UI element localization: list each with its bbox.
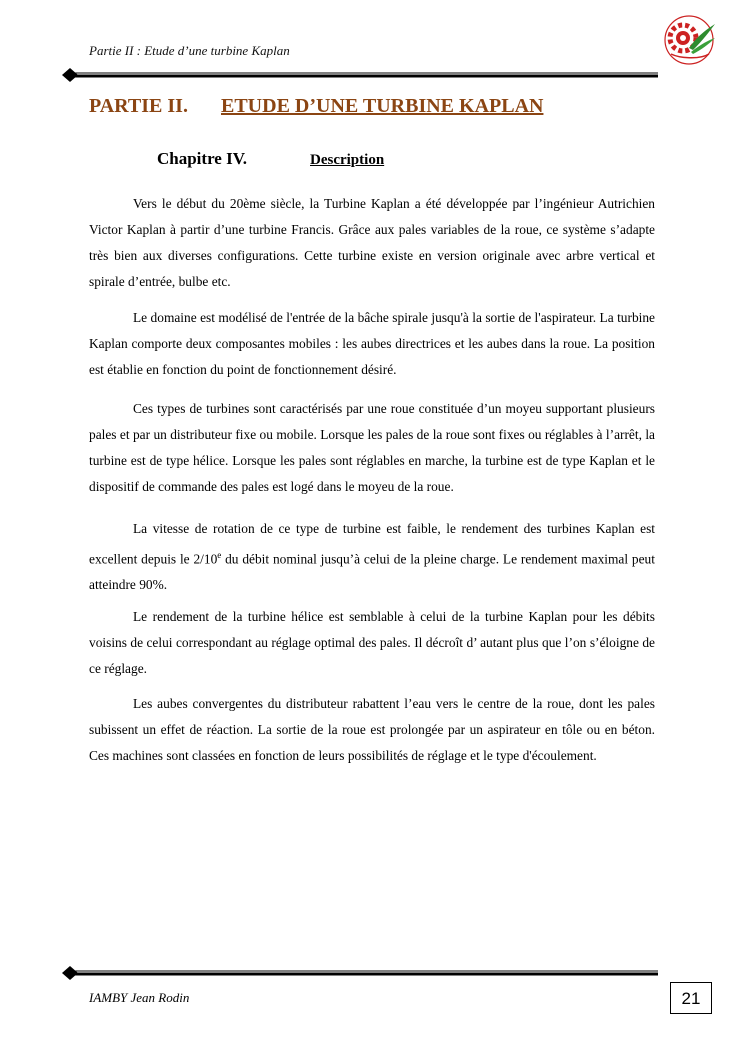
running-header: Partie II : Etude d’une turbine Kaplan xyxy=(89,43,290,58)
part-heading xyxy=(89,95,543,118)
paragraph xyxy=(89,516,655,598)
footer-author: IAMBY Jean Rodin xyxy=(89,990,190,1005)
chapter-number: Chapitre IV. xyxy=(157,149,248,168)
part-title: ETUDE D’UNE TURBINE KAPLAN xyxy=(221,95,544,117)
paragraph: Le rendement de la turbine hélice est semblable à celui de la turbine Kaplan pour les débits voisins de celui correspondant au réglage optimal des pales. Il décroît d’ autant plus que l’on s’éloigne de ce réglage. xyxy=(89,609,655,677)
paragraph: Les aubes convergentes du distributeur rabattent l’eau vers le centre de la roue, dont les pales subissent un effet de réaction. La sortie de la roue est prolongée par un aspirateur en tôle ou en béton. Ces machines sont classées en fonction de leurs possibilités de réglage et le type d'écoulement. xyxy=(89,696,655,764)
university-logo-icon xyxy=(659,14,719,66)
part-number: PARTIE II. xyxy=(89,95,188,117)
page-number: 21 xyxy=(670,982,712,1014)
footer-rule xyxy=(62,965,658,981)
header-rule xyxy=(62,67,658,83)
paragraph: Le domaine est modélisé de l'entrée de la bâche spirale jusqu'à la sortie de l'aspirateur. La turbine Kaplan comporte deux composantes mobiles : les aubes directrices et les aubes dans la roue. La position est établie en fonction du point de fonctionnement désiré. xyxy=(89,310,655,377)
paragraph: Vers le début du 20ème siècle, la Turbine Kaplan a été développée par l’ingénieur Autrichien Victor Kaplan à partir d’une turbine Francis. Grâce aux pales variables de la roue, ce système s’adapte très bien aux diverses configurations. Cette turbine existe en version originale avec arbre vertical et spirale d’entrée, bulbe etc. xyxy=(89,196,655,289)
superscript: e xyxy=(217,550,222,560)
body-text xyxy=(89,191,655,779)
paragraph: Ces types de turbines sont caractérisés par une roue constituée d’un moyeu supportant plusieurs pales et par un distributeur fixe ou mobile. Lorsque les pales de la roue sont fixes ou réglables à l’arrêt, la turbine est de type hélice. Lorsque les pales sont réglables en marche, la turbine est de type Kaplan et le dispositif de commande des pales est logé dans le moyeu de la roue. xyxy=(89,401,655,494)
chapter-title: Description xyxy=(310,152,385,168)
paragraph-text: La vitesse de rotation de ce type de turbine est faible, le rendement des turbines Kaplan est excellent depuis le 2/10 xyxy=(89,521,655,567)
chapter-heading xyxy=(157,149,384,169)
paragraph-text: du débit nominal jusqu’à celui de la pleine charge. Le rendement maximal peut atteindre 90%. xyxy=(89,551,655,593)
